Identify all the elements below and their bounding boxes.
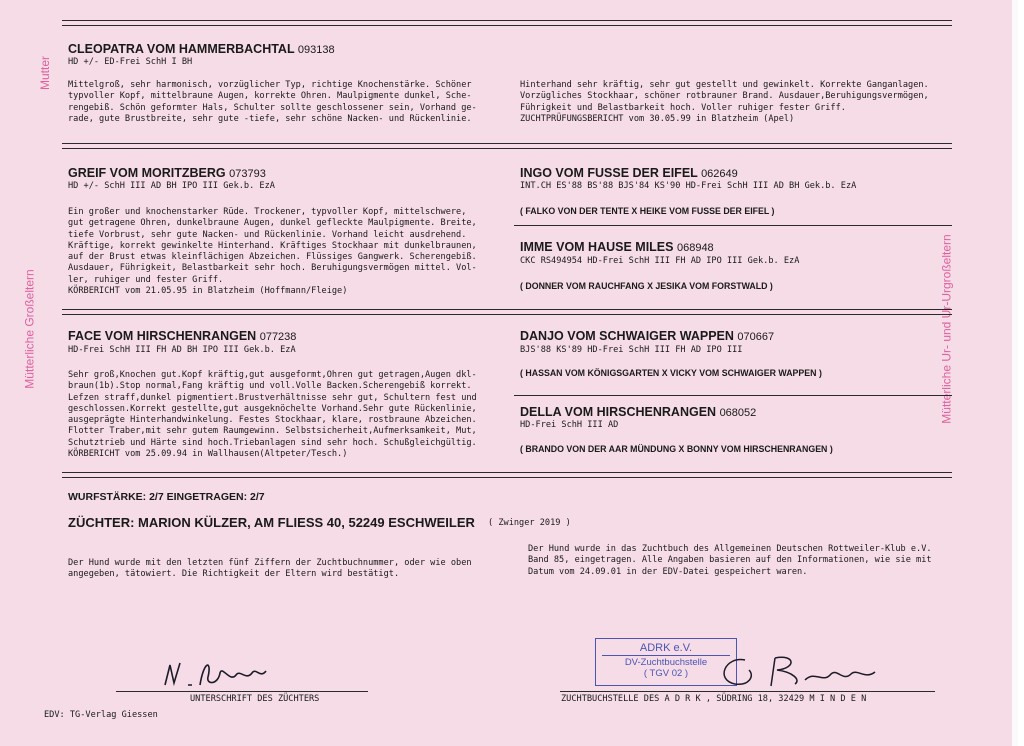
gg3-name: DANJO VOM SCHWAIGER WAPPEN 070667 <box>520 329 775 343</box>
statement-left: Der Hund wurde mit den letzten fünf Ziffern der Zuchtbuchnummer, oder wie oben angegeben, tätowiert. Die Richtigkeit der Eltern wird bestätigt. <box>68 558 472 580</box>
margin-label-maternal-great-grandparents: Mütterliche Ur- und Ur-Urgroßeltern <box>939 234 954 424</box>
dam-description-right: Hinterhand sehr kräftig, sehr gut gestellt und gewinkelt. Korrekte Ganganlagen. Vorzügliches Stockhaar, schöner rotbrauner Brand. Ausdauer,Beruhigungsvermögen, Führigkeit und Belastbarkeit hoch. Voller ruhiger fester Griff. ZUCHTPRÜFUNGSBERICHT vom 30.05.99 in Blatzheim (Apel) <box>520 80 929 124</box>
gg3-titles: BJS'88 KS'89 HD-Frei SchH III FH AD IPO III <box>520 345 743 355</box>
adrk-stamp: ADRK e.V. DV-Zuchtbuchstelle ( TGV 02 ) <box>595 638 737 686</box>
gg2-name: IMME VOM HAUSE MILES 068948 <box>520 240 714 254</box>
granddam-titles: HD-Frei SchH III FH AD BH IPO III Gek.b. EzA <box>68 345 296 355</box>
dam-name: CLEOPATRA VOM HAMMERBACHTAL 093138 <box>68 42 335 56</box>
gg1-name: INGO VOM FUSSE DER EIFEL 062649 <box>520 166 738 180</box>
kennel-info: ( Zwinger 2019 ) <box>488 518 571 528</box>
edv-footer: EDV: TG-Verlag Giessen <box>44 710 158 720</box>
signature-line-breeder <box>116 691 368 692</box>
dam-titles: HD +/- ED-Frei SchH I BH <box>68 57 193 67</box>
grandsire-titles: HD +/- SchH III AD BH IPO III Gek.b. EzA <box>68 181 275 191</box>
breeder-signature <box>160 655 280 691</box>
gg3-number: 070667 <box>737 331 775 343</box>
office-signature <box>705 650 885 692</box>
gg4-parents: ( BRANDO VON DER AAR MÜNDUNG X BONNY VOM HIRSCHENRANGEN ) <box>520 444 833 454</box>
granddam-name: FACE VOM HIRSCHENRANGEN 077238 <box>68 329 297 343</box>
margin-label-maternal-grandparents: Mütterliche Großeltern <box>22 269 37 389</box>
margin-label-mother: Mutter <box>38 55 53 91</box>
rule-top <box>62 20 952 26</box>
litter-info: WURFSTÄRKE: 2/7 EINGETRAGEN: 2/7 <box>68 491 265 503</box>
gg2-number: 068948 <box>676 242 714 254</box>
dam-description-left: Mittelgroß, sehr harmonisch, vorzüglicher Typ, richtige Knochenstärke. Schöner typvoller Kopf, mittelbraune Augen, korrekte Ohren. Maulpigmente dunkel, Sche- rengebiß. Schön geformter Hals, Schulter sollte geschlossener sein, Vorhand ge- rade, gute Brustbreite, sehr gute -tiefe, sehr schöne Nacken- und Rückenlinie. <box>68 80 477 124</box>
statement-right: Der Hund wurde in das Zuchtbuch des Allgemeinen Deutschen Rottweiler-Klub e.V. Band 85, eingetragen. Alle Angaben basieren auf den Informationen, wie sie mit Datum vom 24.09.01 in der EDV-Datei gespeichert waren. <box>528 544 932 577</box>
gg1-parents: ( FALKO VON DER TENTE X HEIKE VOM FUSSE DER EIFEL ) <box>520 206 775 216</box>
gg1-titles: INT.CH ES'88 BS'88 BJS'84 KS'90 HD-Frei SchH III AD BH Gek.b. EzA <box>520 181 857 191</box>
grandsire-description: Ein großer und knochenstarker Rüde. Trockener, typvoller Kopf, mittelschwere, gut getragene Ohren, dunkelbraune Augen, dunkel gefleckte Maulpigmente. Breite, tiefe Vorbrust, sehr gute Nacken- und Rückenlinie. Vorhand leicht ausdrehend. Kräftige, korrekt gewinkelte Hinterhand. Kräftiges Stockhaar mit dunkelbraunen, auf der Brust etwas kleinflächigen Abzeichen. Flüssiges Gangwerk. Scherengebiß. Ausdauer, Führigkeit, Belastbarkeit sehr hoch. Beruhigungsvermögen mittel. Vol- ler, ruhiger und fester Griff. KÖRBERICHT vom 21.05.95 in Blatzheim (Hoffmann/Fleige) <box>68 207 477 297</box>
gg2-parents: ( DONNER VOM RAUCHFANG X JESIKA VOM FORSTWALD ) <box>520 281 773 291</box>
gg4-titles: HD-Frei SchH III AD <box>520 420 619 430</box>
breeder-signature-label: UNTERSCHRIFT DES ZÜCHTERS <box>190 694 320 704</box>
rule-gg-mid-2 <box>514 395 952 396</box>
dam-number: 093138 <box>297 44 335 56</box>
paper-edge <box>1012 0 1018 746</box>
grandsire-name: GREIF VOM MORITZBERG 073793 <box>68 166 266 180</box>
rule-granddam-end <box>62 472 952 478</box>
rule-grandsire-end <box>62 309 952 315</box>
office-signature-label: ZUCHTBUCHSTELLE DES A D R K , SÜDRING 18, 32429 M I N D E N <box>561 694 867 704</box>
rule-dam-end <box>62 143 952 149</box>
gg1-number: 062649 <box>701 168 738 180</box>
gg4-number: 068052 <box>719 407 757 419</box>
gg4-name: DELLA VOM HIRSCHENRANGEN 068052 <box>520 405 757 419</box>
gg3-parents: ( HASSAN VOM KÖNIGSGARTEN X VICKY VOM SCHWAIGER WAPPEN ) <box>520 368 822 378</box>
gg2-titles: CKC RS494954 HD-Frei SchH III FH AD IPO III Gek.b. EzA <box>520 256 800 266</box>
breeder-info: ZÜCHTER: MARION KÜLZER, AM FLIESS 40, 52249 ESCHWEILER <box>68 515 475 530</box>
granddam-description: Sehr groß,Knochen gut.Kopf kräftig,gut ausgeformt,Ohren gut getragen,Augen dkl- braun(1b).Stop normal,Fang kräftig und voll.Volle Backen.Scherengebiß korrekt. Lefzen straff,dunkel pigmentiert.Brustverhältnisse sehr gut, Schultern fest und geschlossen.Korrekt gestellte,gut ausgeknöchelte Vorhand.Sehr gute Rückenlinie, ausgeprägte Hinterhandwinkelung. Festes Stockhaar, klare, rostbraune Abzeichen. Flotter Traber,mit sehr gutem Raumgewinn. Selbstsicherheit,Aufmerksamkeit, Mut, Schutztrieb und Härte sind hoch.Triebanlagen sind sehr hoch. Schußgleichgültig. KÖRBERICHT vom 25.09.94 in Wallhausen(Altpeter/Tesch.) <box>68 370 477 460</box>
grandsire-number: 073793 <box>229 168 266 180</box>
rule-gg-mid-1 <box>514 225 952 226</box>
granddam-number: 077238 <box>259 331 297 343</box>
signature-line-office <box>560 691 935 692</box>
